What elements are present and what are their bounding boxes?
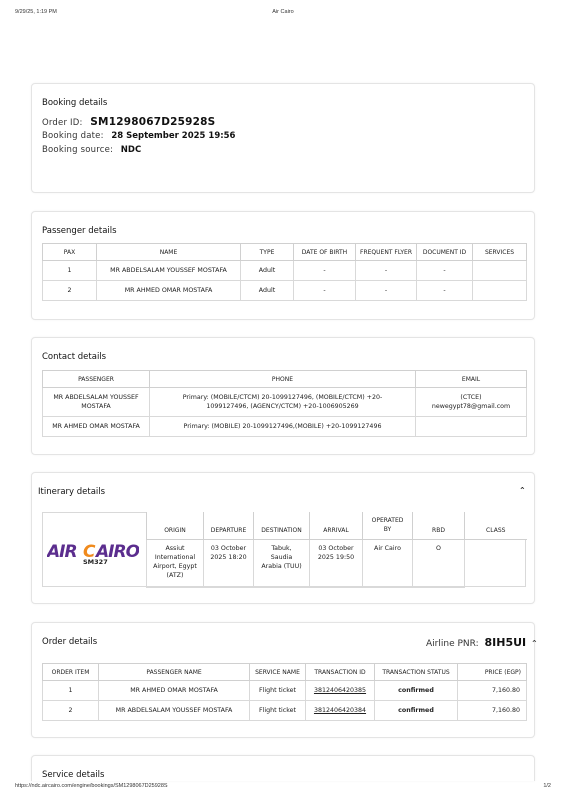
cell-transaction-status xyxy=(375,681,458,701)
cell-price: 7,160.80 xyxy=(458,681,527,701)
print-datetime: 9/29/25, 1:19 PM xyxy=(15,9,57,15)
passenger-details-title: Passenger details xyxy=(42,226,117,236)
table-row xyxy=(43,417,527,437)
svg-text:AIRO: AIRO xyxy=(96,542,139,560)
cell-services xyxy=(473,261,527,281)
booking-date-value: 28 September 2025 19:56 xyxy=(111,131,236,141)
cell-line: 1099127496, (AGENCY/CTCM) +20-1006905269 xyxy=(206,403,359,410)
cell-frequent-flyer: - xyxy=(356,261,417,281)
col-header: DOCUMENT ID xyxy=(417,244,473,261)
cell-document-id: - xyxy=(417,261,473,281)
col-header: RBD xyxy=(413,512,465,539)
contact-table xyxy=(42,370,527,437)
header-line: BY xyxy=(383,526,392,534)
cell-type: Adult xyxy=(241,281,294,301)
print-title: Air Cairo xyxy=(272,9,294,15)
cell-line: Saudia xyxy=(270,553,293,561)
cell-line: 03 October xyxy=(210,544,247,552)
cell-type: Adult xyxy=(241,261,294,281)
chevron-up-icon[interactable]: ⌃ xyxy=(531,639,538,648)
cell-document-id: - xyxy=(417,281,473,301)
cell-pax: 1 xyxy=(43,261,97,281)
airline-pnr xyxy=(426,636,538,649)
passenger-table-header xyxy=(43,244,527,261)
cell-transaction-id xyxy=(306,681,375,701)
cell-line: (CTCE) xyxy=(460,394,482,401)
cell-service-name: Flight ticket xyxy=(250,681,306,701)
transaction-id-link[interactable]: 3812406420384 xyxy=(313,707,367,714)
booking-details-title: Booking details xyxy=(42,98,108,108)
cell-arrival xyxy=(310,539,363,587)
status-badge: confirmed xyxy=(398,707,434,714)
col-header: SERVICES xyxy=(473,244,527,261)
booking-source-value: NDC xyxy=(120,145,142,155)
booking-source-row xyxy=(42,145,141,155)
contact-table-header xyxy=(43,371,527,388)
cell-passenger xyxy=(43,388,150,417)
order-details-title: Order details xyxy=(42,637,98,647)
cell-line: 03 October xyxy=(318,544,354,552)
col-header: ORIGIN xyxy=(147,512,204,539)
cell-name: MR AHMED OMAR MOSTAFA xyxy=(97,281,241,301)
order-table-header xyxy=(43,664,527,681)
cell-passenger-name: MR ABDELSALAM YOUSSEF MOSTAFA xyxy=(99,701,250,721)
cell-line: MR ABDELSALAM YOUSSEF xyxy=(53,394,139,401)
order-id-label: Order ID: xyxy=(42,118,83,128)
col-header: DESTINATION xyxy=(254,512,310,539)
itinerary-details-card xyxy=(31,472,535,604)
cell-email xyxy=(416,417,527,437)
cell-name: MR ABDELSALAM YOUSSEF MOSTAFA xyxy=(97,261,241,281)
cell-passenger-name: MR AHMED OMAR MOSTAFA xyxy=(99,681,250,701)
cell-line: Assiut xyxy=(165,544,185,552)
cell-destination xyxy=(254,539,310,587)
col-header: TRANSACTION ID xyxy=(306,664,375,681)
cell-price: 7,160.80 xyxy=(458,701,527,721)
svg-text:AIR: AIR xyxy=(47,542,77,560)
cell-passenger: MR AHMED OMAR MOSTAFA xyxy=(43,417,150,437)
cell-dob: - xyxy=(294,281,356,301)
flight-number: SM327 xyxy=(83,558,108,566)
itinerary-details-title: Itinerary details xyxy=(38,487,106,497)
airline-pnr-label: Airline PNR: xyxy=(426,639,479,649)
print-footer xyxy=(0,783,566,795)
passenger-details-card xyxy=(31,211,535,320)
itinerary-table xyxy=(146,512,527,588)
table-row xyxy=(43,681,527,701)
col-header: SERVICE NAME xyxy=(250,664,306,681)
cell-departure xyxy=(204,539,254,587)
cell-transaction-status xyxy=(375,701,458,721)
order-details-card xyxy=(31,622,538,738)
table-row xyxy=(43,281,527,301)
cell-line: Airport, Egypt xyxy=(153,562,197,570)
cell-frequent-flyer: - xyxy=(356,281,417,301)
cell-class xyxy=(465,539,527,587)
table-row xyxy=(147,539,527,587)
booking-date-row xyxy=(42,131,235,141)
cell-dob: - xyxy=(294,261,356,281)
table-row xyxy=(43,261,527,281)
col-header: EMAIL xyxy=(416,371,527,388)
col-header: PRICE (EGP) xyxy=(458,664,527,681)
cell-phone: Primary: (MOBILE) 20-1099127496,(MOBILE) +20-1099127496 xyxy=(150,417,416,437)
col-header xyxy=(363,512,413,539)
cell-operated-by: Air Cairo xyxy=(363,539,413,587)
service-details-card xyxy=(31,755,535,781)
col-header: FREQUENT FLYER xyxy=(356,244,417,261)
booking-details-card xyxy=(31,83,535,193)
col-header: DEPARTURE xyxy=(204,512,254,539)
cell-line: 2025 19:50 xyxy=(317,553,355,561)
service-details-title: Service details xyxy=(42,770,105,780)
contact-details-card xyxy=(31,337,535,455)
col-header: ARRIVAL xyxy=(310,512,363,539)
cell-line: International xyxy=(154,553,196,561)
contact-details-title: Contact details xyxy=(42,352,107,362)
cell-service-name: Flight ticket xyxy=(250,701,306,721)
cell-line: Arabia (TUU) xyxy=(261,562,302,570)
cell-line: MOSTAFA xyxy=(81,403,111,410)
col-header: PASSENGER NAME xyxy=(99,664,250,681)
col-header: TRANSACTION STATUS xyxy=(375,664,458,681)
cell-transaction-id xyxy=(306,701,375,721)
status-badge: confirmed xyxy=(398,687,434,694)
cell-phone xyxy=(150,388,416,417)
cell-rbd: O xyxy=(413,539,465,587)
print-header xyxy=(0,9,566,21)
table-row xyxy=(43,388,527,417)
airline-pnr-value: 8IH5UI xyxy=(484,636,527,649)
print-page-number: 1/2 xyxy=(543,783,551,789)
order-table xyxy=(42,663,527,721)
col-header: ORDER ITEM xyxy=(43,664,99,681)
col-header: PAX xyxy=(43,244,97,261)
cell-line: 2025 18:20 xyxy=(210,553,247,561)
header-line: OPERATED xyxy=(371,517,404,525)
cell-order-item: 1 xyxy=(43,681,99,701)
col-header: CLASS xyxy=(465,512,527,539)
cell-order-item: 2 xyxy=(43,701,99,721)
order-id-row xyxy=(42,116,215,128)
cell-email xyxy=(416,388,527,417)
order-id-value: SM1298067D25928S xyxy=(90,116,216,128)
cell-line: newegypt78@gmail.com xyxy=(431,403,511,410)
cell-line: Primary: (MOBILE/CTCM) 20-1099127496, (MOBILE/CTCM) +20- xyxy=(182,394,383,401)
passenger-table xyxy=(42,243,527,301)
col-header: DATE OF BIRTH xyxy=(294,244,356,261)
cell-line: Tabuk, xyxy=(271,544,292,552)
cell-pax: 2 xyxy=(43,281,97,301)
table-row xyxy=(43,701,527,721)
svg-text:C: C xyxy=(83,542,95,560)
itinerary-table-header xyxy=(147,512,527,539)
col-header: NAME xyxy=(97,244,241,261)
col-header: PASSENGER xyxy=(43,371,150,388)
col-header: PHONE xyxy=(150,371,416,388)
col-header: TYPE xyxy=(241,244,294,261)
booking-source-label: Booking source: xyxy=(42,145,114,155)
chevron-up-icon[interactable]: ⌃ xyxy=(519,486,526,495)
cell-line: (ATZ) xyxy=(166,571,184,579)
cell-services xyxy=(473,281,527,301)
print-url: https://ndc.aircairo.com/engine/bookings/SM1298067D25928S xyxy=(15,783,168,789)
transaction-id-link[interactable]: 3812406420385 xyxy=(313,687,367,694)
booking-date-label: Booking date: xyxy=(42,131,104,141)
cell-origin xyxy=(147,539,204,587)
